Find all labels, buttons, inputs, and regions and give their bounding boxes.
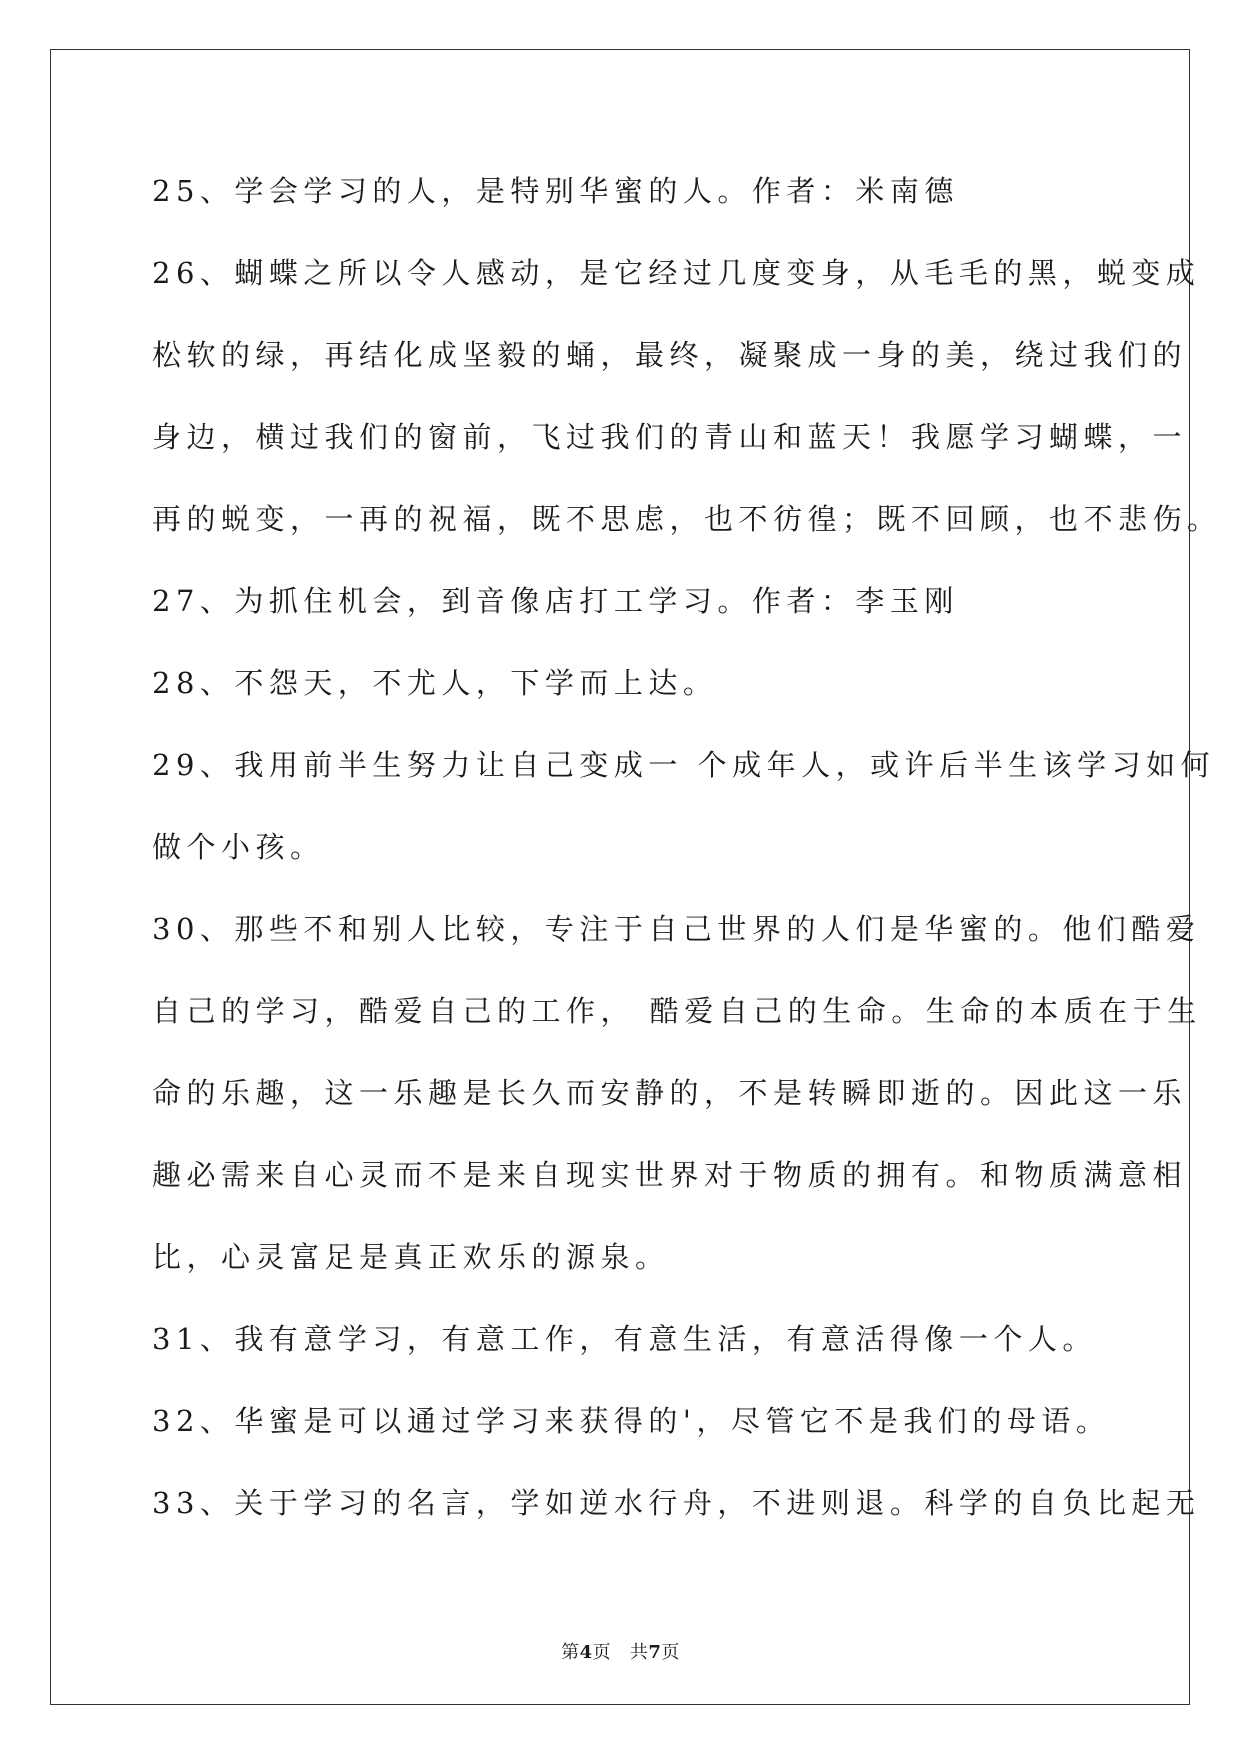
text-line: 30、那些不和别人比较，专注于自己世界的人们是华蜜的。他们酷爱 (152, 912, 1201, 946)
page-footer (0, 1638, 1241, 1664)
footer-suffix: 页 (661, 1642, 680, 1663)
text-line: 32、华蜜是可以通过学习来获得的'，尽管它不是我们的母语。 (152, 1404, 1111, 1438)
text-line: 27、为抓住机会，到音像店打工学习。作者：李玉刚 (152, 584, 959, 618)
text-line: 做个小孩。 (152, 830, 325, 864)
text-line: 33、关于学习的名言，学如逆水行舟，不进则退。科学的自负比起无 (152, 1486, 1201, 1520)
text-line: 趣必需来自心灵而不是来自现实世界对于物质的拥有。和物质满意相 (152, 1158, 1188, 1192)
current-page-number: 4 (579, 1642, 593, 1663)
text-line: 28、不怨天，不尤人，下学而上达。 (152, 666, 718, 700)
footer-middle: 页 共 (592, 1642, 649, 1663)
text-line: 命的乐趣，这一乐趣是长久而安静的，不是转瞬即逝的。因此这一乐 (152, 1076, 1188, 1110)
text-line: 再的蜕变，一再的祝福，既不思虑，也不彷徨；既不回顾，也不悲伤。 (152, 502, 1222, 536)
text-line: 25、学会学习的人，是特别华蜜的人。作者：米南德 (152, 174, 959, 208)
text-line: 29、我用前半生努力让自己变成一 个成年人，或许后半生该学习如何 (152, 748, 1216, 782)
footer-prefix: 第 (561, 1642, 580, 1663)
text-line: 身边，横过我们的窗前，飞过我们的青山和蓝天！我愿学习蝴蝶，一 (152, 420, 1188, 454)
text-line: 26、蝴蝶之所以令人感动，是它经过几度变身，从毛毛的黑，蜕变成 (152, 256, 1201, 290)
text-line: 31、我有意学习，有意工作，有意生活，有意活得像一个人。 (152, 1322, 1097, 1356)
text-line: 松软的绿，再结化成坚毅的蛹，最终，凝聚成一身的美，绕过我们的 (152, 338, 1188, 372)
total-pages-number: 7 (648, 1642, 662, 1663)
text-line: 比，心灵富足是真正欢乐的源泉。 (152, 1240, 670, 1274)
text-line: 自己的学习，酷爱自己的工作， 酷爱自己的生命。生命的本质在于生 (152, 994, 1202, 1028)
document-body (152, 166, 1222, 1560)
